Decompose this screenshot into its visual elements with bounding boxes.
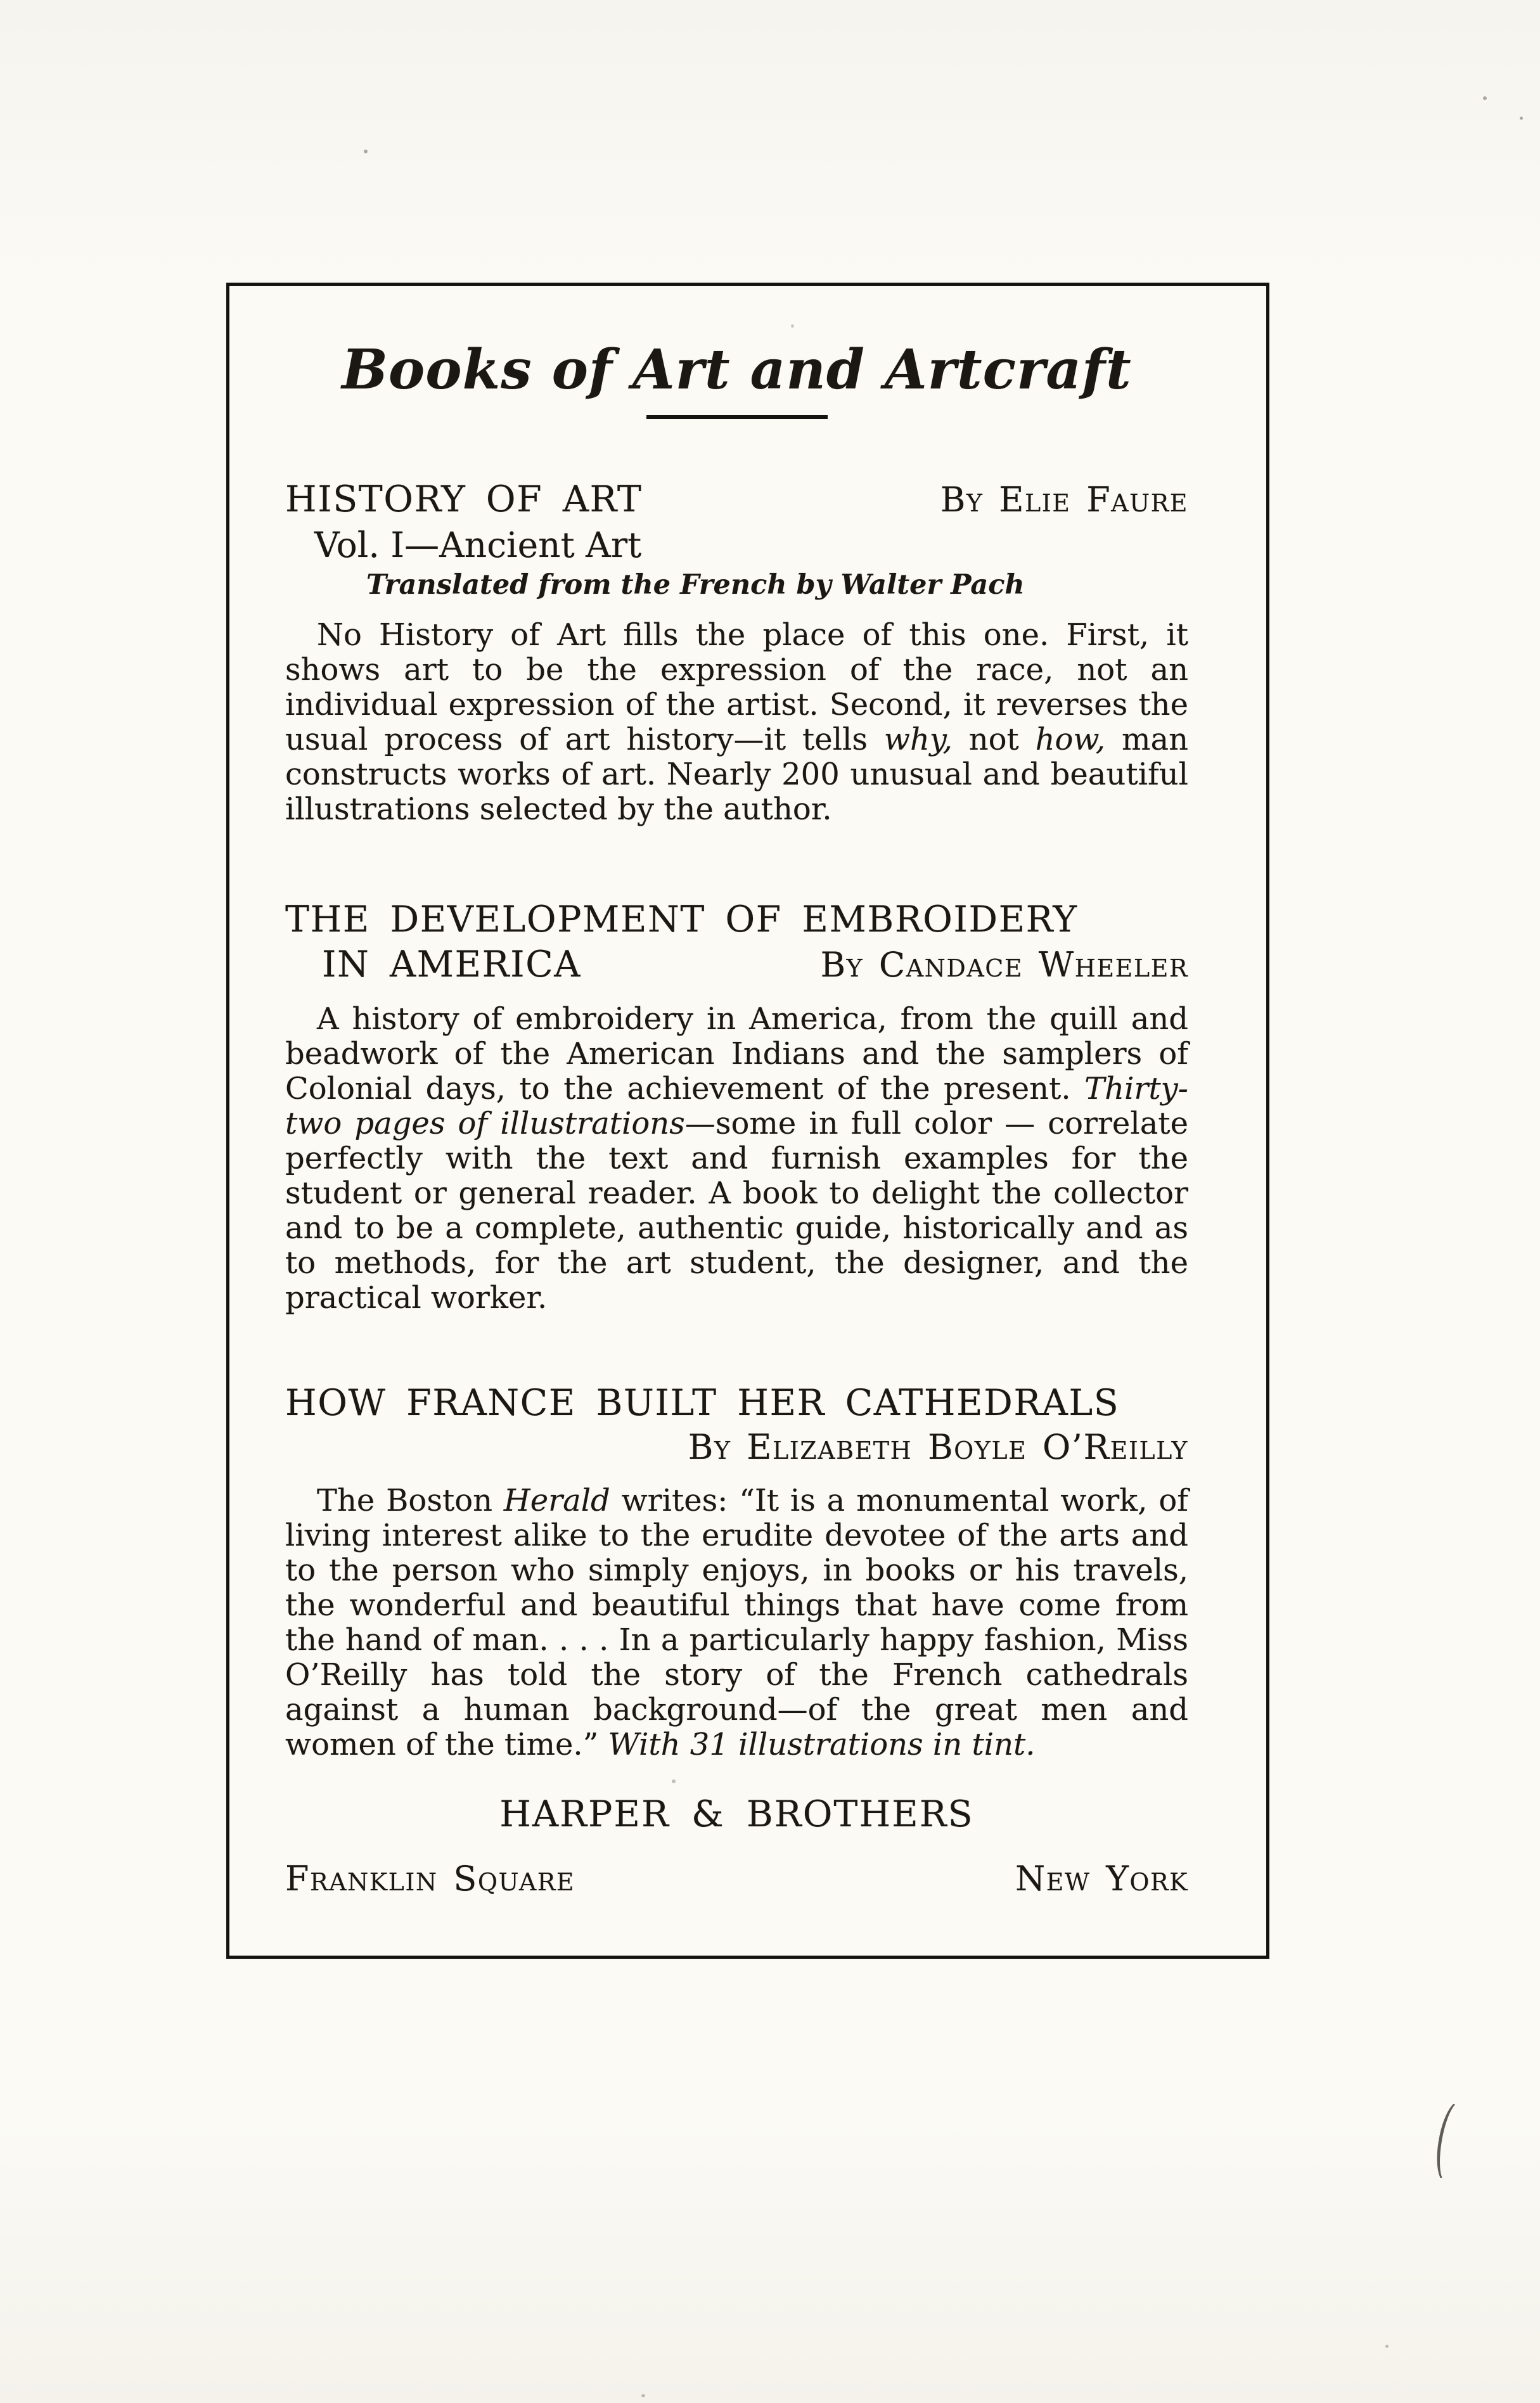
book-description: A history of embroidery in America, from the quill and beadwork of the American Indians and the samplers of Colonial days, to the achievement of the present. Thirty-two pages of illustrations—some in full color — correlate perfectly with the text and furnish examples for the student or general reader. A book to delight the collector and to be a complete, authentic guide, historically and as to methods, for the art student, the designer, and the practical worker.	[285, 1001, 1189, 1316]
scan-speck	[672, 1779, 676, 1783]
author-elizabeth-boyle-oreilly: By Elizabeth Boyle O’Reilly	[688, 1427, 1188, 1467]
publisher-name: HARPER & BROTHERS	[499, 1793, 974, 1835]
heading-row	[285, 944, 1188, 985]
title-rule	[646, 415, 828, 419]
author-elie-faure: By Elie Faure	[940, 480, 1188, 520]
book-title-history-of-art: HISTORY OF ART	[285, 478, 643, 520]
author-candace-wheeler: By Candace Wheeler	[820, 945, 1188, 985]
publisher-address: Franklin Square	[285, 1859, 575, 1899]
section-history-of-art	[285, 478, 1188, 827]
scan-speck	[1483, 96, 1487, 100]
scan-speck	[1520, 117, 1523, 120]
publisher-footer	[285, 1859, 1188, 1899]
heading-row	[285, 478, 1188, 520]
book-title-embroidery-line2: IN AMERICA	[322, 944, 581, 985]
book-title-cathedrals: HOW FRANCE BUILT HER CATHEDRALS	[285, 1382, 1120, 1424]
scan-speck	[641, 2394, 645, 2397]
pen-scan-mark	[1432, 2099, 1473, 2185]
section-development-of-embroidery	[285, 899, 1189, 1316]
book-subtitle: Vol. I—Ancient Art	[314, 525, 642, 565]
advert-frame	[226, 283, 1269, 1959]
scan-speck	[364, 150, 368, 153]
book-description: The Boston Herald writes: “It is a monumental work, of living interest alike to the erudite devotee of the arts and to the person who simply enjoys, in books or his travels, the wonderful and beautiful things that have come from the hand of man. . . . In a particularly happy fashion, Miss O’Reilly has told the story of the French cathedrals against a human background—of the great men and women of the time.” With 31 illustrations in tint.	[285, 1483, 1188, 1762]
page-title: Books of Art and Artcraft	[342, 338, 1132, 402]
publisher-city: New York	[1015, 1859, 1188, 1899]
translation-note: Translated from the French by Walter Pach	[366, 569, 1025, 601]
scan-speck	[791, 324, 794, 328]
section-how-france-built-her-cathedrals	[285, 1382, 1188, 1762]
book-description: No History of Art fills the place of this one. First, it shows art to be the expression of the race, not an individual expression of the artist. Second, it reverses the usual process of art history—it tells why, not how, man constructs works of art. Nearly 200 unusual and beautiful illustrations selected by the author.	[285, 617, 1188, 827]
book-title-embroidery-line1: THE DEVELOPMENT OF EMBROIDERY	[285, 899, 1078, 940]
scan-speck	[1385, 2345, 1389, 2348]
